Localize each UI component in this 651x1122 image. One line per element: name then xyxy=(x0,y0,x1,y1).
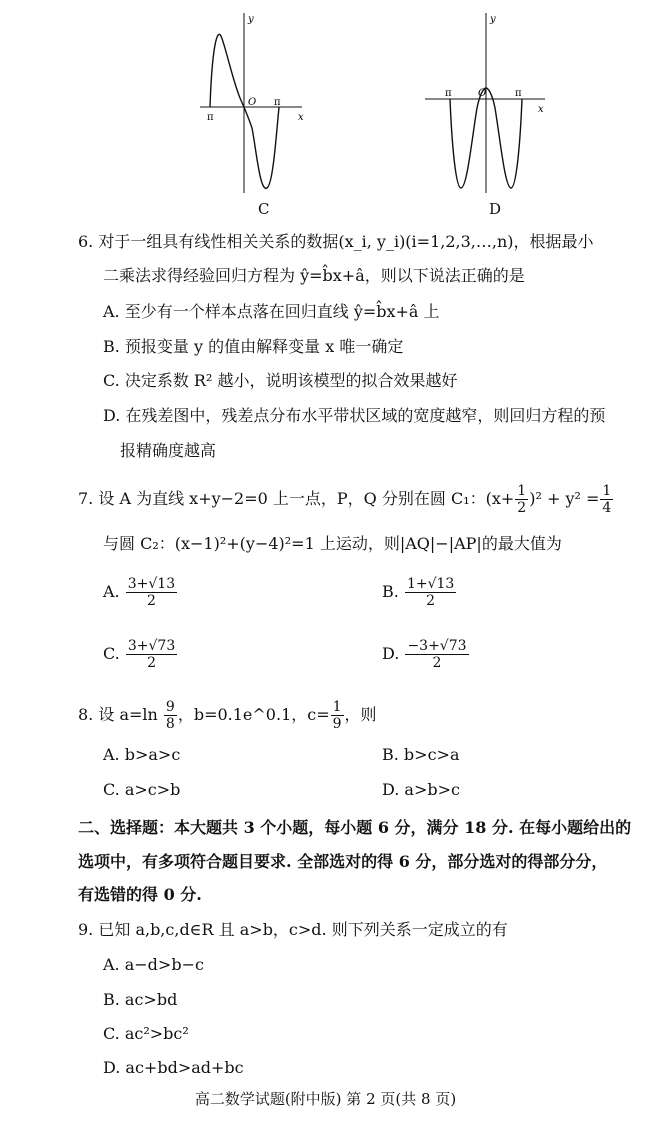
q6-option-d-line1: D. 在残差图中，残差点分布水平带状区域的宽度越窄，则回归方程的预 xyxy=(103,406,606,425)
q7-option-b xyxy=(382,576,457,609)
q7-half-fraction xyxy=(515,483,528,516)
q6-stem-line1: 6. 对于一组具有线性相关关系的数据(x_i, y_i)(i=1,2,3,…,n)，根据最小 xyxy=(78,232,594,251)
q9-option-d: D. ac+bd>ad+bc xyxy=(103,1058,244,1077)
q8-stem-post: ，则 xyxy=(344,705,377,724)
q7-option-c-num: 3+√73 xyxy=(127,638,176,654)
q7-quarter-den: 4 xyxy=(602,500,612,516)
q7-option-d-num: −3+√73 xyxy=(407,638,467,654)
graph-c-y-label: y xyxy=(248,14,254,25)
q7-option-a xyxy=(103,576,178,609)
q7-stem-post: )² + y² = xyxy=(529,489,600,508)
q8-stem-mid: ，b=0.1e^0.1，c= xyxy=(177,705,330,724)
q7-option-b-num: 1+√13 xyxy=(406,576,455,592)
q7-option-b-label: B. xyxy=(382,582,399,601)
q8-fraction-a xyxy=(164,699,177,732)
graph-d-x-label: x xyxy=(538,104,544,115)
q6-option-a: A. 至少有一个样本点落在回归直线 ŷ=b̂x+â 上 xyxy=(103,302,440,321)
q8-option-a: A. b>a>c xyxy=(103,745,181,764)
q9-stem: 9. 已知 a,b,c,d∈R 且 a>b，c>d. 则下列关系一定成立的有 xyxy=(78,920,508,939)
q7-option-b-den: 2 xyxy=(426,593,436,609)
graph-d-caption: D xyxy=(489,200,502,218)
q7-option-b-fraction xyxy=(405,576,456,609)
section2-line2: 选项中，有多项符合题目要求. 全部选对的得 6 分，部分选对的得部分分， xyxy=(78,852,608,871)
graph-c-pi-label: π xyxy=(274,97,281,108)
q6-option-b: B. 预报变量 y 的值由解释变量 x 唯一确定 xyxy=(103,337,404,356)
q7-option-c-label: C. xyxy=(103,644,120,663)
q7-option-d-label: D. xyxy=(382,644,400,663)
q7-option-c xyxy=(103,638,178,671)
graph-c-x-label: x xyxy=(298,112,304,123)
q7-option-c-fraction xyxy=(126,638,177,671)
q7-quarter-num: 1 xyxy=(602,483,612,499)
q8-fraction-c xyxy=(331,699,344,732)
q7-option-d xyxy=(382,638,470,671)
q7-option-a-den: 2 xyxy=(146,593,156,609)
q7-half-num: 1 xyxy=(517,483,527,499)
page-footer: 高二数学试题(附中版) 第 2 页(共 8 页) xyxy=(194,1090,457,1108)
graph-c-caption: C xyxy=(258,200,270,218)
q9-option-b: B. ac>bd xyxy=(103,990,178,1009)
q6-option-d-line2: 报精确度越高 xyxy=(120,441,217,460)
q7-option-d-fraction xyxy=(405,638,468,671)
section2-line1: 二、选择题：本大题共 3 个小题，每小题 6 分，满分 18 分. 在每小题给出的 xyxy=(78,818,632,837)
q8-stem-pre: 8. 设 a=ln xyxy=(78,705,158,724)
q7-half-den: 2 xyxy=(517,500,527,516)
graph-c xyxy=(190,8,310,198)
q7-quarter-fraction xyxy=(600,483,613,516)
q7-stem-line2: 与圆 C₂：(x−1)²+(y−4)²=1 上运动，则|AQ|−|AP|的最大值为 xyxy=(103,534,562,553)
q6-stem-line2: 二乘法求得经验回归方程为 ŷ=b̂x+â，则以下说法正确的是 xyxy=(103,266,525,285)
q7-option-d-den: 2 xyxy=(432,655,442,671)
graph-d xyxy=(420,8,550,198)
q8-fraction-a-num: 9 xyxy=(165,699,175,715)
q7-stem-pre: 7. 设 A 为直线 x+y−2=0 上一点，P，Q 分别在圆 C₁：(x+ xyxy=(78,489,515,508)
graph-d-pi-label: π xyxy=(515,88,522,99)
q8-stem xyxy=(78,699,377,732)
q8-fraction-c-num: 1 xyxy=(332,699,342,715)
graph-c-neg-pi-label: π xyxy=(207,112,214,123)
q9-option-a: A. a−d>b−c xyxy=(103,955,204,974)
q7-option-a-num: 3+√13 xyxy=(127,576,176,592)
graph-c-origin: O xyxy=(248,97,257,108)
q8-option-c: C. a>c>b xyxy=(103,780,181,799)
graph-d-neg-pi-label: π xyxy=(445,88,452,99)
q7-option-a-label: A. xyxy=(103,582,120,601)
q9-option-c: C. ac²>bc² xyxy=(103,1024,189,1043)
q8-fraction-c-den: 9 xyxy=(332,716,342,732)
q7-stem-line1 xyxy=(78,483,614,516)
q8-fraction-a-den: 8 xyxy=(165,716,175,732)
q7-option-c-den: 2 xyxy=(147,655,156,671)
q8-option-d: D. a>b>c xyxy=(382,780,460,799)
section2-line3: 有选错的得 0 分. xyxy=(78,885,202,904)
q8-option-b: B. b>c>a xyxy=(382,745,460,764)
q7-option-a-fraction xyxy=(126,576,177,609)
graph-d-origin: O xyxy=(478,88,487,99)
q6-option-c: C. 决定系数 R² 越小，说明该模型的拟合效果越好 xyxy=(103,371,458,390)
graph-d-y-label: y xyxy=(490,14,496,25)
